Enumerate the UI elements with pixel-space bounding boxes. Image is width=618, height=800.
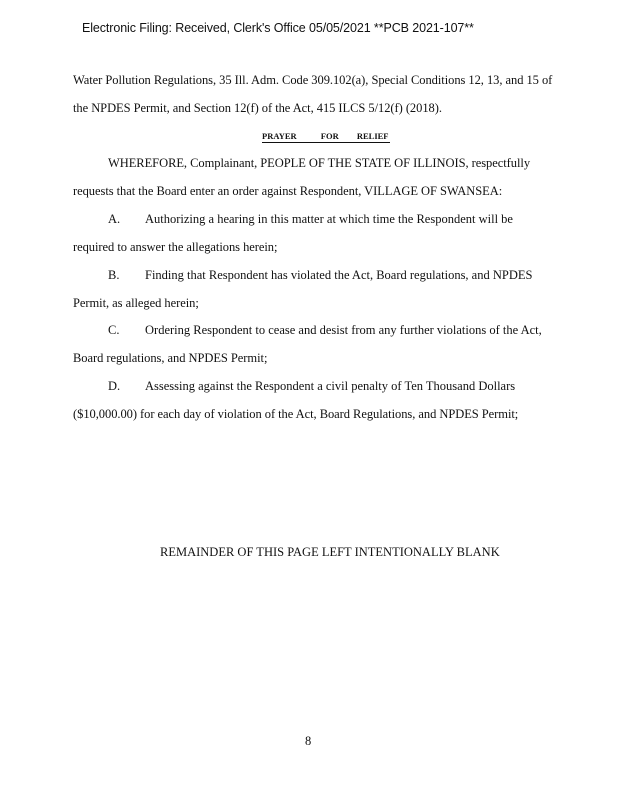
page-number: 8 [305,734,312,748]
prayer-for-relief-heading [262,131,390,143]
body-line-regulations: Water Pollution Regulations, 35 Ill. Adm. Code 309.102(a), Special Conditions 12, 13, and 15 of [73,73,553,87]
item-a-line-1: Authorizing a hearing in this matter at which time the Respondent will be [145,212,513,226]
body-line-npdes-permit: the NPDES Permit, and Section 12(f) of the Act, 415 ILCS 5/12(f) (2018). [73,101,442,115]
heading-word-for: FOR [320,131,339,141]
wherefore-line-2: requests that the Board enter an order against Respondent, VILLAGE OF SWANSEA: [73,184,503,198]
item-b-label: B. [108,268,120,282]
item-a-label: A. [108,212,121,226]
item-a-line-2: required to answer the allegations herein; [73,240,278,254]
item-d-label: D. [108,379,121,393]
item-b-line-1: Finding that Respondent has violated the Act, Board regulations, and NPDES [145,268,533,282]
item-b-line-2: Permit, as alleged herein; [73,296,199,310]
heading-word-prayer: PRAYER [262,131,297,141]
item-d-line-1: Assessing against the Respondent a civil penalty of Ten Thousand Dollars [145,379,516,393]
heading-word-relief: RELIEF [356,131,389,141]
item-d-line-2: ($10,000.00) for each day of violation of the Act, Board Regulations, and NPDES Permit; [73,407,519,421]
remainder-blank-notice: REMAINDER OF THIS PAGE LEFT INTENTIONALLY BLANK [160,545,500,559]
item-c-line-1: Ordering Respondent to cease and desist from any further violations of the Act, [145,323,542,337]
filing-stamp-header: Electronic Filing: Received, Clerk's Office 05/05/2021 **PCB 2021-107** [82,21,474,35]
item-c-line-2: Board regulations, and NPDES Permit; [73,351,268,365]
wherefore-line-1: WHEREFORE, Complainant, PEOPLE OF THE STATE OF ILLINOIS, respectfully [108,156,531,170]
item-c-label: C. [108,323,120,337]
